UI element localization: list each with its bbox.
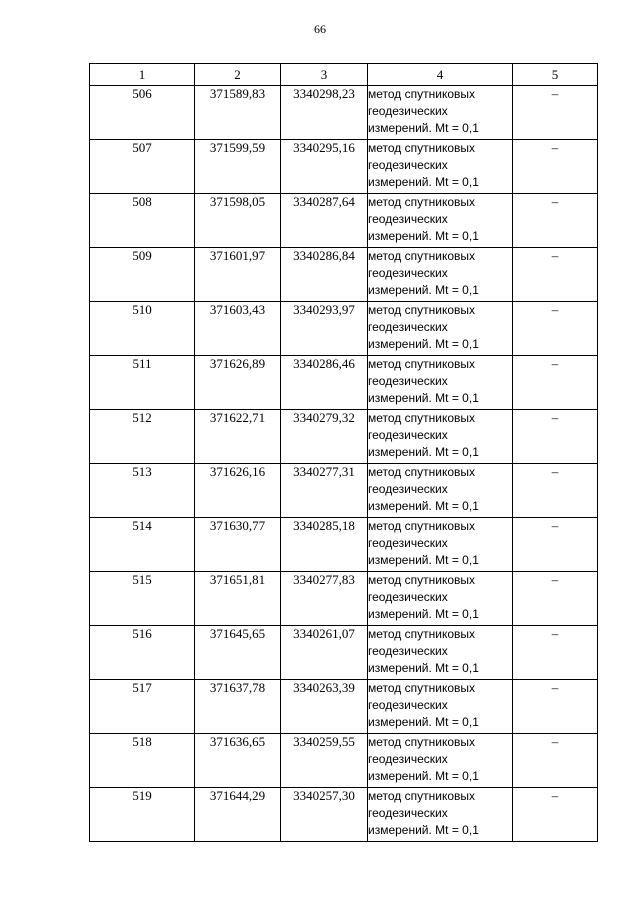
method-line: измерений. Mt = 0,1: [368, 121, 479, 135]
coordinate-y-cell: 3340259,55: [281, 734, 368, 788]
note-cell: –: [513, 734, 598, 788]
point-number-cell: 507: [90, 140, 195, 194]
coordinate-x-cell: 371626,89: [195, 356, 281, 410]
coordinate-x-cell: 371603,43: [195, 302, 281, 356]
table-row: [90, 572, 598, 626]
method-cell: [368, 302, 513, 356]
method-cell: [368, 86, 513, 140]
method-line: измерений. Mt = 0,1: [368, 661, 479, 675]
point-number-cell: 518: [90, 734, 195, 788]
method-cell: [368, 734, 513, 788]
table-row: [90, 248, 598, 302]
header-col-1: 1: [90, 64, 195, 86]
header-col-4: 4: [368, 64, 513, 86]
coordinate-y-cell: 3340298,23: [281, 86, 368, 140]
coordinate-x-cell: 371626,16: [195, 464, 281, 518]
coordinate-x-cell: 371601,97: [195, 248, 281, 302]
note-cell: –: [513, 86, 598, 140]
coordinate-y-cell: 3340285,18: [281, 518, 368, 572]
point-number-cell: 510: [90, 302, 195, 356]
point-number-cell: 514: [90, 518, 195, 572]
coordinate-x-cell: 371645,65: [195, 626, 281, 680]
point-number-cell: 509: [90, 248, 195, 302]
coordinate-x-cell: 371589,83: [195, 86, 281, 140]
table-row: [90, 464, 598, 518]
method-line: геодезических: [368, 806, 448, 820]
note-cell: –: [513, 626, 598, 680]
method-cell: [368, 194, 513, 248]
table-row: [90, 302, 598, 356]
table-row: [90, 680, 598, 734]
table-row: [90, 734, 598, 788]
table-header-row: [90, 64, 598, 86]
method-line: геодезических: [368, 752, 448, 766]
point-number-cell: 515: [90, 572, 195, 626]
page-number: 66: [314, 22, 326, 36]
method-line: геодезических: [368, 320, 448, 334]
note-cell: –: [513, 680, 598, 734]
note-cell: –: [513, 356, 598, 410]
method-line: метод спутниковых: [368, 411, 476, 425]
coordinate-x-cell: 371622,71: [195, 410, 281, 464]
method-line: геодезических: [368, 482, 448, 496]
coordinate-x-cell: 371630,77: [195, 518, 281, 572]
table-row: [90, 518, 598, 572]
method-line: измерений. Mt = 0,1: [368, 769, 479, 783]
coordinate-y-cell: 3340263,39: [281, 680, 368, 734]
method-line: геодезических: [368, 374, 448, 388]
method-line: метод спутниковых: [368, 735, 476, 749]
method-line: измерений. Mt = 0,1: [368, 715, 479, 729]
header-col-5: 5: [513, 64, 598, 86]
table-row: [90, 194, 598, 248]
method-line: измерений. Mt = 0,1: [368, 823, 479, 837]
coordinate-x-cell: 371637,78: [195, 680, 281, 734]
method-line: метод спутниковых: [368, 303, 476, 317]
method-line: метод спутниковых: [368, 249, 476, 263]
method-line: геодезических: [368, 428, 448, 442]
method-cell: [368, 248, 513, 302]
coordinate-y-cell: 3340295,16: [281, 140, 368, 194]
point-number-cell: 506: [90, 86, 195, 140]
method-cell: [368, 464, 513, 518]
method-line: измерений. Mt = 0,1: [368, 499, 479, 513]
coordinate-y-cell: 3340277,31: [281, 464, 368, 518]
header-col-2: 2: [195, 64, 281, 86]
note-cell: –: [513, 248, 598, 302]
method-cell: [368, 140, 513, 194]
table-row: [90, 626, 598, 680]
method-line: метод спутниковых: [368, 627, 476, 641]
header-col-3: 3: [281, 64, 368, 86]
point-number-cell: 513: [90, 464, 195, 518]
coordinate-y-cell: 3340261,07: [281, 626, 368, 680]
note-cell: –: [513, 410, 598, 464]
method-line: геодезических: [368, 104, 448, 118]
method-line: метод спутниковых: [368, 789, 476, 803]
method-line: геодезических: [368, 590, 448, 604]
table-row: [90, 356, 598, 410]
method-line: измерений. Mt = 0,1: [368, 553, 479, 567]
coordinate-x-cell: 371599,59: [195, 140, 281, 194]
coordinates-table: [89, 63, 598, 842]
method-line: геодезических: [368, 536, 448, 550]
note-cell: –: [513, 302, 598, 356]
table-row: [90, 410, 598, 464]
method-line: измерений. Mt = 0,1: [368, 175, 479, 189]
method-cell: [368, 518, 513, 572]
coordinate-y-cell: 3340293,97: [281, 302, 368, 356]
method-cell: [368, 410, 513, 464]
method-line: измерений. Mt = 0,1: [368, 337, 479, 351]
coordinate-y-cell: 3340287,64: [281, 194, 368, 248]
method-line: геодезических: [368, 158, 448, 172]
method-cell: [368, 626, 513, 680]
table-row: [90, 140, 598, 194]
method-cell: [368, 788, 513, 842]
method-line: измерений. Mt = 0,1: [368, 445, 479, 459]
method-line: измерений. Mt = 0,1: [368, 283, 479, 297]
method-line: метод спутниковых: [368, 681, 476, 695]
method-line: метод спутниковых: [368, 141, 476, 155]
method-line: метод спутниковых: [368, 519, 476, 533]
note-cell: –: [513, 194, 598, 248]
table-row: [90, 86, 598, 140]
method-line: метод спутниковых: [368, 573, 476, 587]
note-cell: –: [513, 140, 598, 194]
table-row: [90, 788, 598, 842]
note-cell: –: [513, 464, 598, 518]
method-line: метод спутниковых: [368, 195, 476, 209]
point-number-cell: 511: [90, 356, 195, 410]
point-number-cell: 517: [90, 680, 195, 734]
method-line: геодезических: [368, 212, 448, 226]
coordinate-x-cell: 371651,81: [195, 572, 281, 626]
method-line: метод спутниковых: [368, 357, 476, 371]
method-line: измерений. Mt = 0,1: [368, 607, 479, 621]
method-line: измерений. Mt = 0,1: [368, 391, 479, 405]
method-line: метод спутниковых: [368, 465, 476, 479]
method-line: измерений. Mt = 0,1: [368, 229, 479, 243]
coordinate-y-cell: 3340279,32: [281, 410, 368, 464]
coordinate-y-cell: 3340286,84: [281, 248, 368, 302]
point-number-cell: 508: [90, 194, 195, 248]
method-cell: [368, 572, 513, 626]
coordinate-x-cell: 371644,29: [195, 788, 281, 842]
note-cell: –: [513, 518, 598, 572]
method-line: метод спутниковых: [368, 87, 476, 101]
coordinate-y-cell: 3340286,46: [281, 356, 368, 410]
method-line: геодезических: [368, 698, 448, 712]
coordinate-x-cell: 371636,65: [195, 734, 281, 788]
table-body: [90, 86, 598, 842]
point-number-cell: 512: [90, 410, 195, 464]
note-cell: –: [513, 572, 598, 626]
coordinate-y-cell: 3340257,30: [281, 788, 368, 842]
method-line: геодезических: [368, 266, 448, 280]
point-number-cell: 519: [90, 788, 195, 842]
method-cell: [368, 356, 513, 410]
coordinate-x-cell: 371598,05: [195, 194, 281, 248]
note-cell: –: [513, 788, 598, 842]
method-line: геодезических: [368, 644, 448, 658]
point-number-cell: 516: [90, 626, 195, 680]
method-cell: [368, 680, 513, 734]
coordinate-y-cell: 3340277,83: [281, 572, 368, 626]
